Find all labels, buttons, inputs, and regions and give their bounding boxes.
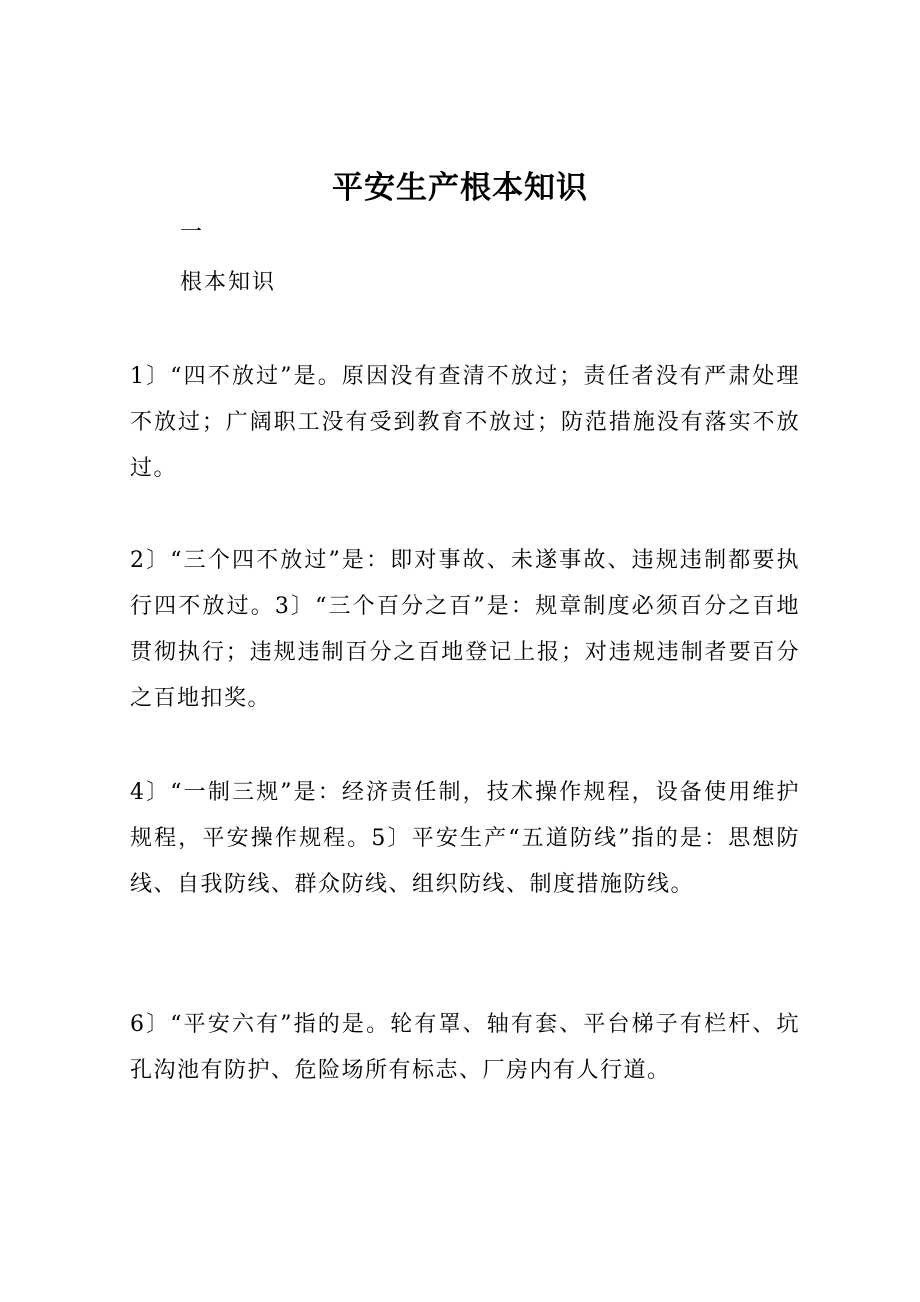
paragraph-three-four-not-let-go: 2〕“三个四不放过”是：即对事故、未遂事故、违规违制都要执行四不放过。3〕“三个百分之百”是：规章制度必须百分之百地贯彻执行；违规违制百分之百地登记上报；对违规违制者要百分之百地扣奖。 — [130, 548, 800, 711]
page-title: 平安生产根本知识 — [332, 170, 588, 206]
paragraph-four-not-let-go: 1〕“四不放过”是。原因没有查清不放过；责任者没有严肃处理不放过；广阔职工没有受到教育不放过；防范措施没有落实不放过。 — [130, 364, 800, 481]
paragraph-one-system-three-rules: 4〕“一制三规”是：经济责任制，技术操作规程，设备使用维护规程，平安操作规程。5〕平安生产“五道防线”指的是：思想防线、自我防线、群众防线、组织防线、制度措施防线。 — [130, 780, 800, 897]
section-heading: 根本知识 — [180, 270, 277, 295]
section-number: 一 — [180, 220, 203, 245]
paragraph-six-haves: 6〕“平安六有”指的是。轮有罩、轴有套、平台梯子有栏杆、坑孔沟池有防护、危险场所有标志、厂房内有人行道。 — [130, 1012, 800, 1083]
